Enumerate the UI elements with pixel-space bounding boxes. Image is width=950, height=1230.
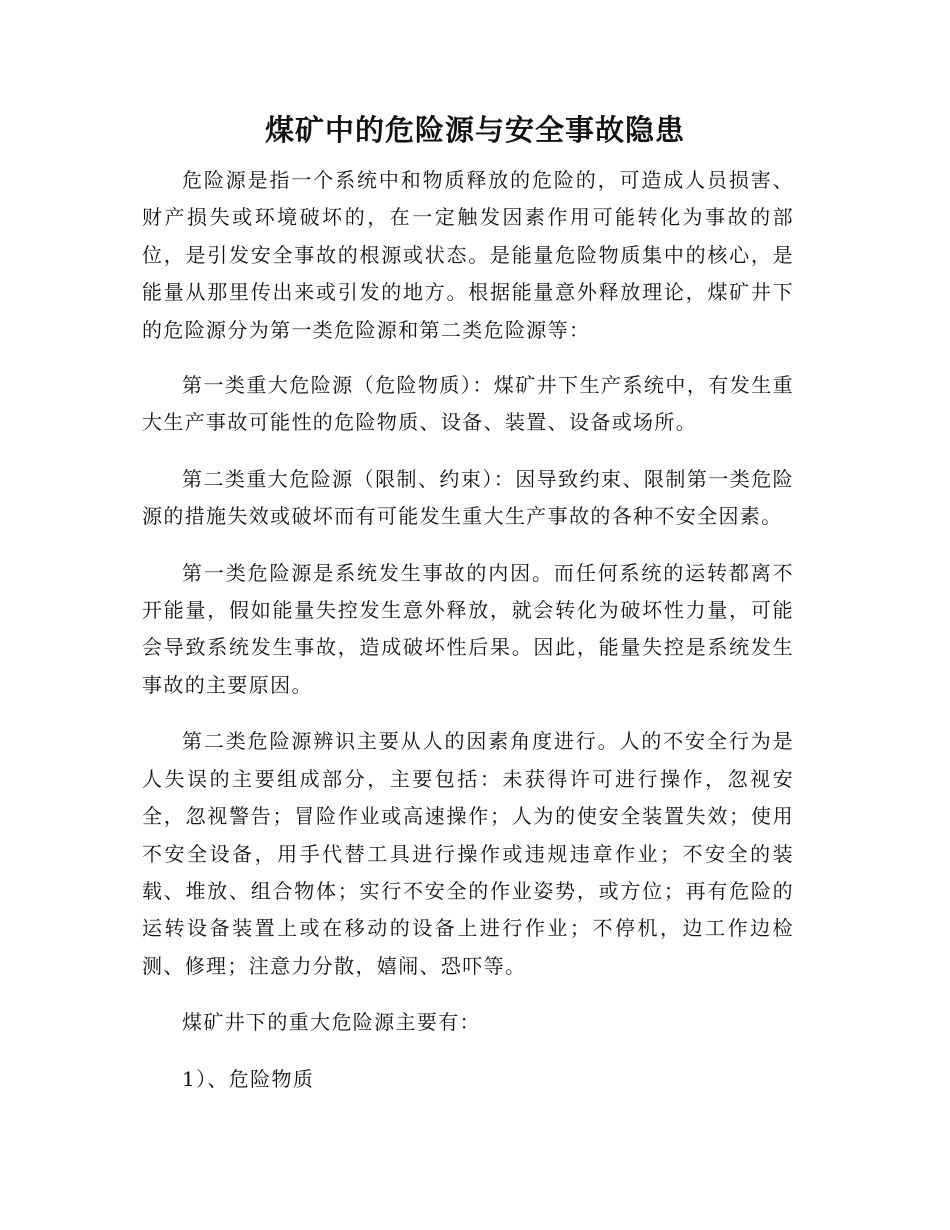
paragraph-type-one-hazard: 第一类重大危险源（危险物质）：煤矿井下生产系统中，有发生重大生产事故可能性的危险物质、设备、装置、设备或场所。	[142, 373, 794, 435]
document-title: 煤矿中的危险源与安全事故隐患	[264, 113, 685, 147]
paragraph-list-item-hazardous-materials: 1）、危险物质	[182, 1066, 315, 1091]
paragraph-hazard-definition: 危险源是指一个系统中和物质释放的危险的，可造成人员损害、财产损失或环境破坏的，在一定触发因素作用可能转化为事故的部位，是引发安全事故的根源或状态。是能量危险物质集中的核心，是能量从那里传出来或引发的地方。根据能量意外释放理论，煤矿井下的危险源分为第一类危险源和第二类危险源等：	[142, 168, 794, 342]
paragraph-type-one-cause: 第一类危险源是系统发生事故的内因。而任何系统的运转都离不开能量，假如能量失控发生意外释放，就会转化为破坏性力量，可能会导致系统发生事故，造成破坏性后果。因此，能量失控是系统发生事故的主要原因。	[142, 560, 794, 697]
paragraph-type-two-hazard: 第二类重大危险源（限制、约束）：因导致约束、限制第一类危险源的措施失效或破坏而有可能发生重大生产事故的各种不安全因素。	[142, 466, 794, 529]
document-body	[142, 162, 794, 1117]
paragraph-type-two-identification: 第二类危险源辨识主要从人的因素角度进行。人的不安全行为是人失误的主要组成部分，主要包括：未获得许可进行操作，忽视安全，忽视警告；冒险作业或高速操作；人为的使安全装置失效；使用不安全设备，用手代替工具进行操作或违规违章作业；不安全的装载、堆放、组合物体；实行不安全的作业姿势，或方位；再有危险的运转设备装置上或在移动的设备上进行作业；不停机，边工作边检测、修理；注意力分散，嬉闹、恐吓等。	[142, 729, 794, 978]
paragraph-major-hazards-intro: 煤矿井下的重大危险源主要有：	[182, 1010, 481, 1035]
